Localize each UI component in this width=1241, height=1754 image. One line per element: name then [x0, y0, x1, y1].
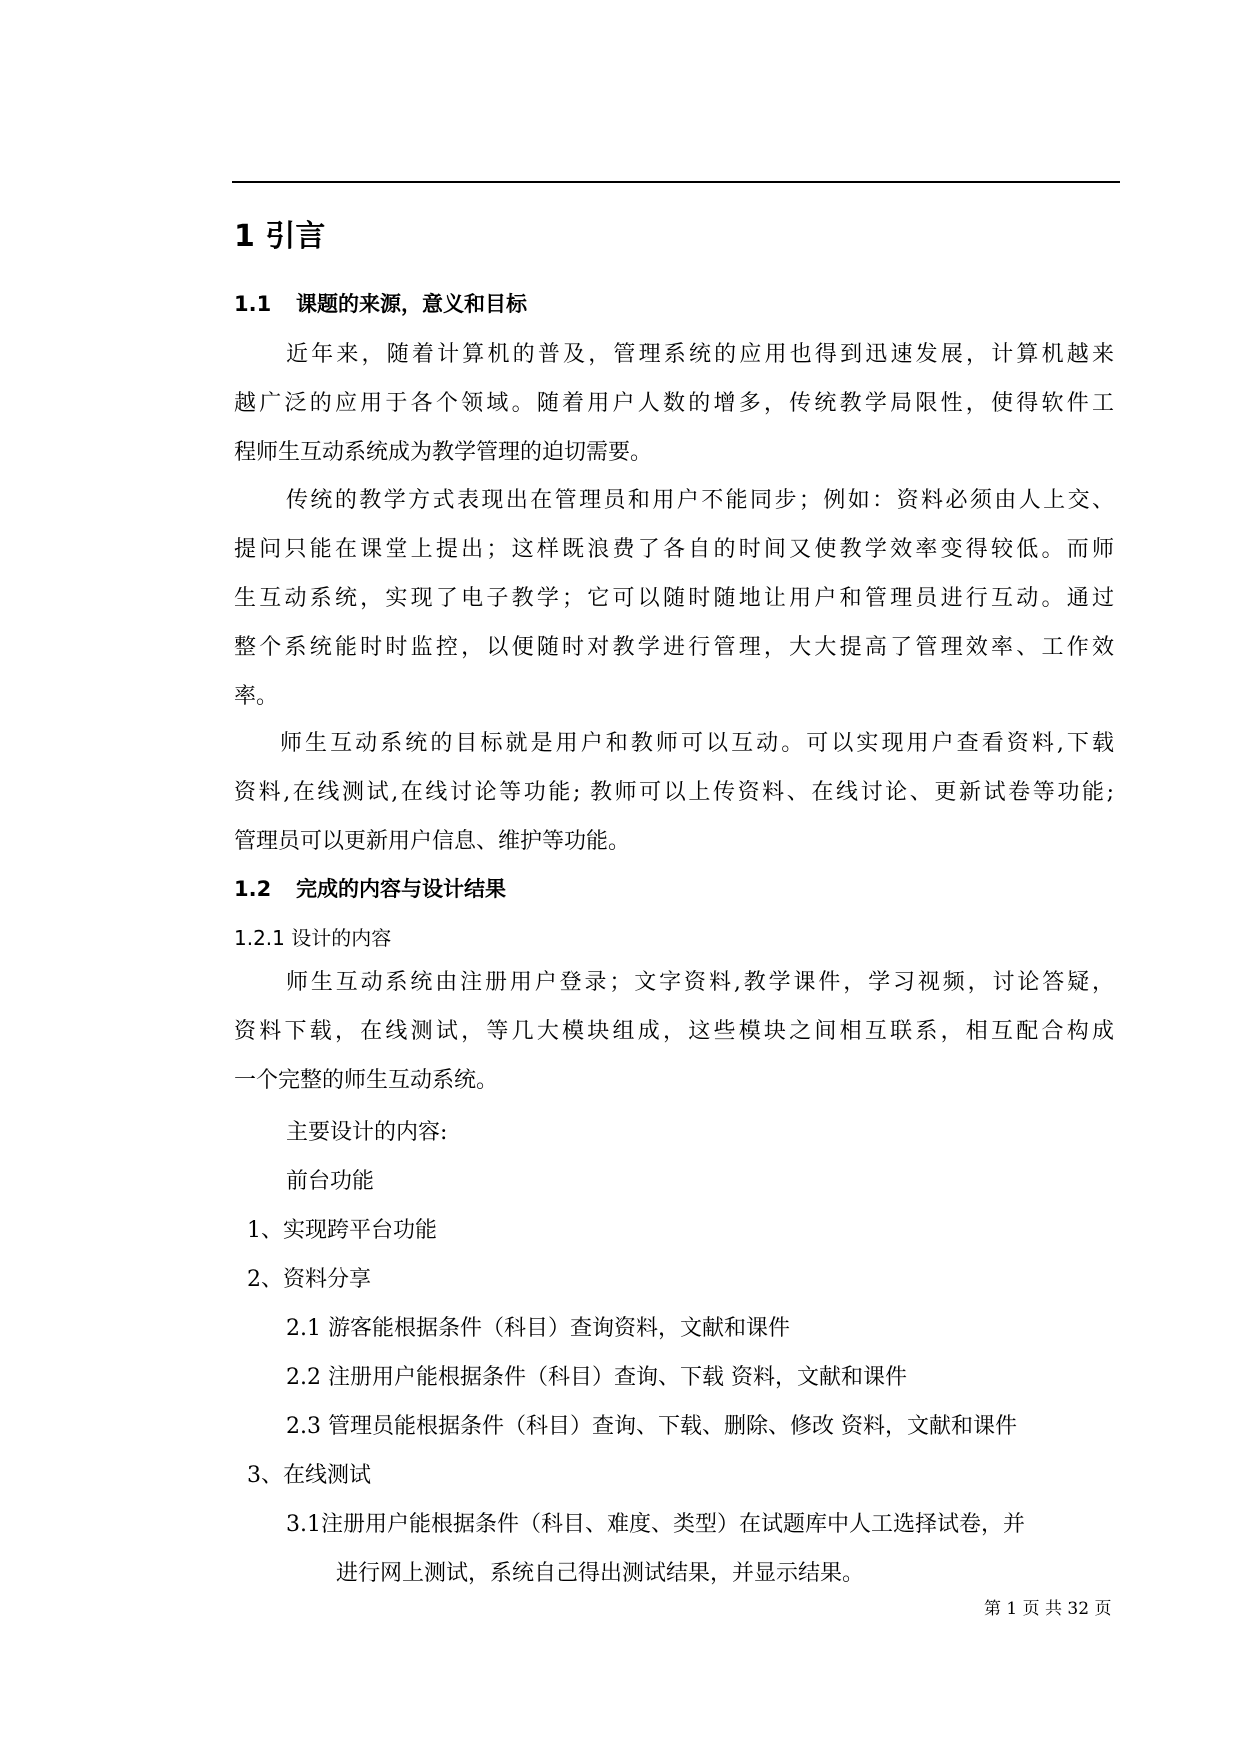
paragraph-line: 资料下载，在线测试，等几大模块组成，这些模块之间相互联系，相互配合构成 [234, 1019, 1114, 1044]
frontend-label: 前台功能 [286, 1169, 375, 1194]
chapter-heading: 1 引言 [234, 219, 326, 254]
paragraph-line: 资料,在线测试,在线讨论等功能; 教师可以上传资料、在线讨论、更新试卷等功能; [234, 780, 1114, 805]
list-item: 3、在线测试 [247, 1463, 371, 1488]
paragraph-line: 近年来，随着计算机的普及，管理系统的应用也得到迅速发展，计算机越来 [286, 342, 1114, 367]
section-heading-1-1 [234, 288, 527, 318]
section-number: 1.2 [234, 877, 272, 901]
paragraph-line: 师生互动系统由注册用户登录；文字资料,教学课件，学习视频，讨论答疑， [286, 970, 1114, 995]
section-title: 课题的来源，意义和目标 [296, 292, 527, 316]
paragraph-line: 师生互动系统的目标就是用户和教师可以互动。可以实现用户查看资料,下载 [280, 731, 1114, 756]
paragraph-1 [234, 330, 1114, 477]
section-title: 完成的内容与设计结果 [296, 877, 506, 901]
paragraph-line: 管理员可以更新用户信息、维护等功能。 [234, 829, 631, 854]
paragraph-line: 程师生互动系统成为教学管理的迫切需要。 [234, 440, 653, 465]
paragraph-line: 提问只能在课堂上提出；这样既浪费了各自的时间又使教学效率变得较低。而师 [234, 537, 1114, 562]
list-item: 2、资料分享 [247, 1267, 371, 1292]
paragraph-line: 率。 [234, 684, 279, 709]
header-rule [232, 181, 1120, 183]
paragraph-line: 越广泛的应用于各个领域。随着用户人数的增多，传统教学局限性，使得软件工 [234, 391, 1114, 416]
list-item: 进行网上测试，系统自己得出测试结果，并显示结果。 [336, 1561, 865, 1586]
list-item: 2.3 管理员能根据条件（科目）查询、下载、删除、修改 资料，文献和课件 [286, 1414, 1017, 1439]
list-item: 2.1 游客能根据条件（科目）查询资料，文献和课件 [286, 1316, 790, 1341]
list-item: 1、实现跨平台功能 [247, 1218, 437, 1243]
paragraph-3 [234, 719, 1114, 866]
paragraph-line: 一个完整的师生互动系统。 [234, 1068, 499, 1093]
paragraph-line: 生互动系统，实现了电子教学；它可以随时随地让用户和管理员进行互动。通过 [234, 586, 1114, 611]
section-number: 1.1 [234, 292, 272, 316]
paragraph-line: 传统的教学方式表现出在管理员和用户不能同步；例如：资料必须由人上交、 [286, 488, 1114, 513]
list-item: 2.2 注册用户能根据条件（科目）查询、下载 资料，文献和课件 [286, 1365, 907, 1390]
paragraph-line: 整个系统能时时监控，以便随时对教学进行管理，大大提高了管理效率、工作效 [234, 635, 1114, 660]
list-item: 3.1注册用户能根据条件（科目、难度、类型）在试题库中人工选择试卷，并 [286, 1512, 1025, 1537]
paragraph-2 [234, 476, 1114, 721]
page-number: 第 1 页 共 32 页 [984, 1599, 1112, 1619]
main-design-label: 主要设计的内容: [286, 1120, 448, 1145]
section-heading-1-2 [234, 873, 506, 903]
subsection-heading-1-2-1: 1.2.1 设计的内容 [234, 926, 392, 950]
paragraph-4 [234, 958, 1114, 1105]
